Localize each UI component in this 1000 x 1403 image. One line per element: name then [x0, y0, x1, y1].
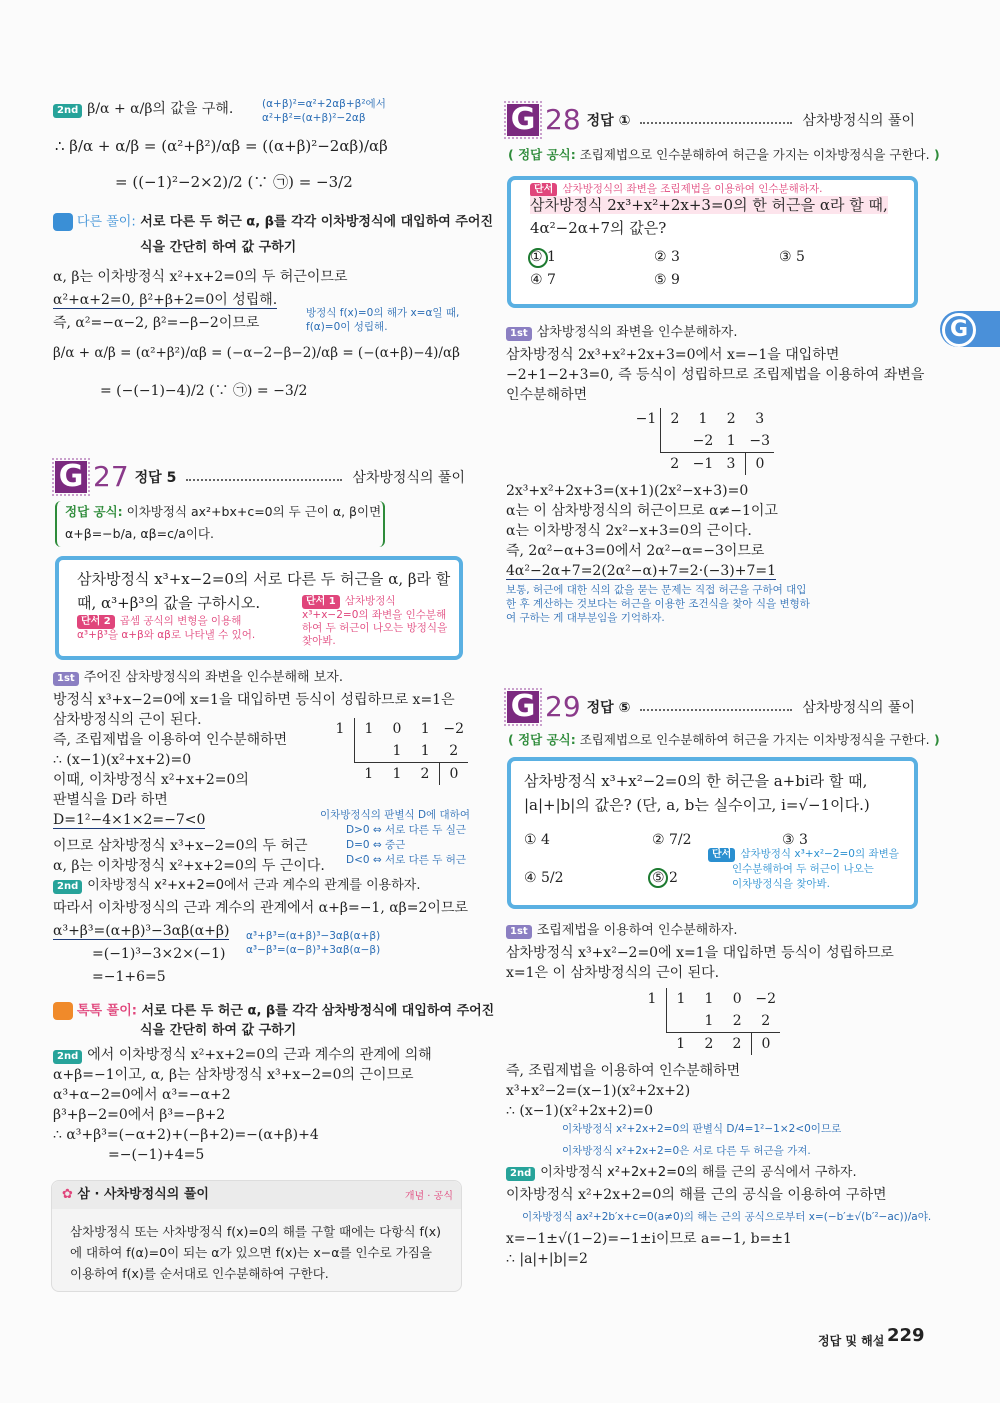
topic: 삼차방정식의 풀이	[352, 469, 465, 486]
tip-tag: 개념 · 공식	[404, 1191, 453, 1202]
cell: 1	[667, 988, 696, 1010]
hint-text: 삼차방정식 x³+x²−2=0의 좌변을	[740, 848, 899, 860]
cell: −2	[692, 433, 714, 449]
footer-label: 정답 및 해설	[818, 1334, 885, 1348]
cell: 1	[392, 743, 402, 759]
note-line: 보통, 허근에 대한 식의 값을 묻는 문제는 직접 허근을 구하여 대입	[506, 584, 807, 596]
concept-tip-box	[51, 1180, 462, 1292]
math-line: α³+β³=(α+β)³−3αβ(α+β)	[53, 923, 230, 939]
step-badge: 2nd	[53, 880, 82, 894]
tip-title-text: 삼 · 사차방정식의 풀이	[77, 1187, 209, 1202]
cell: −2	[755, 991, 777, 1007]
step-badge: 2nd	[53, 1050, 82, 1064]
cell: 2	[726, 411, 736, 427]
math-line: 따라서 이차방정식의 근과 계수의 관계에서 α+β=−1, αβ=2이므로	[53, 900, 468, 916]
math-line: 2x³+x²+2x+3=(x+1)(2x²−x+3)=0	[506, 483, 749, 499]
math-line: 4α²−2α+7=2(2α²−α)+7=2·(−3)+7=1	[506, 563, 776, 579]
tok-icon	[53, 1002, 73, 1020]
problem-29-header	[507, 690, 915, 723]
step-badge: 2nd	[506, 1167, 535, 1181]
step-1st-heading	[53, 669, 343, 687]
cell: 3	[717, 453, 746, 476]
math-line: β³+β−2=0에서 β³=−β+2	[53, 1107, 226, 1123]
chapter-g-icon: G	[942, 313, 976, 347]
dice-icon	[53, 213, 73, 231]
problem-text: 삼차방정식 2x³+x²+2x+3=0의 한 허근을 α라 할 때,	[530, 196, 888, 214]
cell: 0	[752, 1033, 781, 1056]
problem-number: 27	[93, 460, 129, 493]
math-line: x=−1±√(1−2)=−1±i이므로 a=−1, b=±1	[506, 1231, 792, 1247]
cell: 0	[746, 453, 775, 476]
math-line: 즉, 조립제법을 이용하여 인수분해하면	[53, 732, 288, 748]
step-badge: 1st	[506, 327, 532, 341]
math-line: α²+α+2=0, β²+β+2=0이 성립해.	[53, 292, 278, 308]
cell: 2	[661, 453, 690, 476]
math-line: 인수분해하면	[506, 387, 588, 403]
topic: 삼차방정식의 풀이	[802, 699, 915, 716]
math-line: = (−(−1)−4)/2 (∵ ㉠) = −3/2	[100, 383, 308, 399]
cell: 1	[704, 991, 714, 1007]
section-g-badge: G	[55, 461, 87, 493]
math-line: α는 이 삼차방정식의 허근이므로 α≠−1이고	[506, 503, 778, 519]
formula-label: 정답 공식:	[518, 147, 576, 162]
problem-number: 29	[545, 690, 581, 723]
cell: 1	[667, 1033, 696, 1056]
math-line: ∴ α³+β³=(−α+2)+(−β+2)=−(α+β)+4	[53, 1127, 319, 1143]
tip-body	[70, 1221, 441, 1284]
topic: 삼차방정식의 풀이	[802, 112, 915, 129]
math-line: x³+x²−2=(x−1)(x²+2x+2)	[506, 1083, 691, 1099]
step-title: 이차방정식 x²+2x+2=0의 해를 근의 공식에서 구하자.	[540, 1165, 857, 1180]
leader-dots	[186, 479, 342, 481]
note-line: 한 후 계산하는 것보다는 허근을 이용한 조건식을 찾아 식을 변형하	[506, 598, 810, 610]
cube-identity-note	[246, 929, 380, 957]
math-line: α, β는 이차방정식 x²+x+2=0의 두 허근이므로	[53, 269, 348, 285]
cell: 1	[704, 1013, 714, 1029]
math-line: α, β는 이차방정식 x²+x+2=0의 두 근이다.	[53, 858, 325, 874]
problem-text: 삼차방정식 x³+x−2=0의 서로 다른 두 허근을 α, β라 할	[77, 570, 451, 588]
hint-text: 삼차방정식 x³+x−2=0의 좌변을 인수분	[302, 595, 437, 621]
hint-badge: 단서 2	[77, 615, 115, 629]
math-line: 이차방정식 x²+2x+2=0의 해를 근의 공식을 이용하여 구하면	[506, 1187, 887, 1203]
synthetic-division-28	[632, 408, 774, 475]
math-line: 방정식 x³+x−2=0에 x=1을 대입하면 등식이 성립하므로 x=1은	[53, 692, 455, 708]
answer: 정답 5	[134, 469, 177, 486]
math-line: 즉, 조립제법을 이용하여 인수분해하면	[506, 1063, 741, 1079]
problem-text: 삼차방정식 x³+x²−2=0의 한 허근을 a+bi라 할 때,	[524, 772, 868, 790]
choice[interactable]: ③ 5	[779, 249, 805, 265]
divisor: 1	[647, 991, 657, 1007]
math-line: x=1은 이 삼차방정식의 근이 된다.	[506, 965, 720, 981]
divisor: −1	[635, 411, 657, 427]
note-line: 여 구하는 게 대부분임을 기억하자.	[506, 612, 665, 624]
cell: 2	[449, 743, 459, 759]
formula-text: α+β=−b/a, αβ=c/a이다.	[65, 526, 214, 541]
synthetic-division-27	[326, 718, 468, 785]
divisor: 1	[335, 721, 345, 737]
cell: 1	[420, 721, 430, 737]
cell	[355, 740, 384, 763]
step-title: 조립제법을 이용하여 인수분해하자.	[536, 923, 738, 938]
hint-badge: 단서	[530, 183, 557, 197]
alt-title: 식을 간단히 하여 값 구하기	[140, 240, 297, 255]
math-line: D=1²−4×1×2=−7<0	[53, 812, 206, 828]
problem-number: 28	[545, 103, 581, 136]
problem-28-header	[507, 103, 915, 136]
cell: 0	[392, 721, 402, 737]
chapter-tab[interactable]	[940, 311, 1000, 347]
choice[interactable]: ① 1	[530, 249, 556, 265]
cell: 2	[732, 1013, 742, 1029]
answer-formula: ( 정답 공식: 조립제법으로 인수분해하여 허근을 가지는 이차방정식을 구한다. )	[508, 147, 940, 162]
math-line: 삼차방정식의 근이 된다.	[53, 712, 202, 728]
step-title: 이차방정식 x²+x+2=0에서 근과 계수의 관계를 이용하자.	[87, 878, 421, 893]
math-line: α³+α−2=0에서 α³=−α+2	[53, 1087, 231, 1103]
note-line: 이차방정식 x²+2x+2=0은 서로 다른 두 허근을 가져.	[562, 1145, 811, 1157]
tok-title: 서로 다른 두 허근 α, β를 각각 삼차방정식에 대입하여 주어진	[141, 1003, 495, 1019]
formula-label: 정답 공식:	[65, 504, 123, 519]
cell: 0	[732, 991, 742, 1007]
math-line: ∴ (x−1)(x²+2x+2)=0	[506, 1103, 654, 1119]
math-line: 삼차방정식 2x³+x²+2x+3=0에서 x=−1을 대입하면	[506, 347, 840, 363]
step-2nd-heading	[53, 100, 233, 118]
choice[interactable]: ⑤ 2	[652, 870, 678, 886]
cell: −2	[443, 721, 465, 737]
math-line: =−1+6=5	[92, 969, 166, 985]
cell: 1	[355, 763, 384, 786]
answer: 정답 ⑤	[586, 699, 631, 716]
cell: 3	[755, 411, 765, 427]
answer: 정답 ①	[586, 112, 631, 129]
cell: 1	[420, 743, 430, 759]
hint-badge: 단서 1	[302, 595, 340, 609]
note-line: D<0 ⇔ 서로 다른 두 허근	[346, 854, 467, 866]
step-2nd-heading	[506, 1164, 857, 1182]
cell: 2	[761, 1013, 771, 1029]
tok-solution-heading	[53, 1002, 494, 1021]
choice[interactable]: ④ 7	[530, 272, 556, 288]
cell	[661, 430, 690, 453]
hint-text: α³+β³을 α+β와 αβ로 나타낼 수 있어.	[77, 629, 256, 641]
step-badge: 1st	[506, 925, 532, 939]
step-title: 주어진 삼차방정식의 좌변을 인수분해해 보자.	[83, 670, 343, 685]
alt-title: 서로 다른 두 허근 α, β를 각각 이차방정식에 대입하여 주어진	[140, 214, 494, 230]
note-line: α³−β³=(α−β)³+3αβ(α−β)	[246, 944, 381, 956]
cell: 2	[661, 408, 690, 430]
hint-text: 삼차방정식의 좌변을 조립제법을 이용하여 인수분해하자.	[562, 183, 823, 195]
problem-27-header	[55, 460, 465, 493]
note-line: D>0 ⇔ 서로 다른 두 실근	[346, 824, 467, 836]
alt-label: 다른 풀이:	[77, 214, 136, 230]
cell: −1	[689, 453, 717, 476]
formula-text: 조립제법으로 인수분해하여 허근을 가지는 이차방정식을 구한다.	[579, 147, 930, 162]
tok-label: 톡톡 풀이:	[77, 1003, 137, 1019]
hint-text: 해하여 두 허근이 나오는 방정식을 찾아봐.	[302, 609, 448, 647]
note-line: D=0 ⇔ 중근	[346, 839, 406, 851]
cell: 2	[411, 763, 440, 786]
step-2nd-heading	[53, 877, 420, 895]
identity-note	[262, 97, 386, 125]
note-line: f(α)=0이 성립해.	[306, 321, 388, 333]
choice[interactable]: ⑤ 9	[654, 272, 680, 288]
choice[interactable]: ① 4	[524, 832, 550, 848]
choice[interactable]: ② 7/2	[652, 832, 692, 848]
root-note	[306, 306, 459, 334]
cell: 2	[723, 1033, 752, 1056]
discriminant-note	[320, 808, 470, 867]
note-line: α³+β³=(α+β)³−3αβ(α+β)	[246, 930, 381, 942]
step-title: β/α + α/β의 값을 구해.	[87, 101, 234, 117]
step-1st-heading	[506, 324, 737, 342]
choice[interactable]: ④ 5/2	[524, 870, 564, 886]
answer-formula	[55, 501, 385, 547]
tip-line: 에 대하여 f(α)=0이 되는 α가 있으면 f(x)는 x−α를 인수로 가짐을	[70, 1245, 432, 1260]
math-line: α는 이차방정식 2x²−x+3=0의 근이다.	[506, 523, 752, 539]
hint-text: 곱셈 공식의 변형을 이용해	[119, 615, 242, 627]
cell: 1	[355, 718, 384, 740]
math-line: β/α + α/β = (α²+β²)/αβ = (−α−2−β−2)/αβ = (−(α+β)−4)/αβ	[53, 345, 460, 361]
problem-text: |a|+|b|의 값은? (단, a, b는 실수이고, i=√−1이다.)	[524, 796, 870, 814]
math-line: 이므로 삼차방정식 x³+x−2=0의 두 허근	[53, 838, 308, 854]
choice[interactable]: ③ 3	[782, 832, 808, 848]
hint	[708, 847, 899, 892]
section-g-badge: G	[507, 104, 539, 136]
cell: 2	[695, 1033, 723, 1056]
tip-title	[62, 1186, 209, 1204]
math-line: = ((−1)²−2×2)/2 (∵ ㉠) = −3/2	[115, 173, 353, 191]
cell	[667, 1010, 696, 1033]
note-line: 이차방정식 ax²+2b′x+c=0(a≠0)의 해는 근의 공식으로부터 x=(−b′±√(b′²−ac))/a야.	[522, 1211, 932, 1223]
tok-title: 식을 간단히 하여 값 구하기	[140, 1023, 297, 1038]
problem-text: 때, α³+β³의 값을 구하시오.	[77, 594, 261, 612]
note-line: 이차방정식 x²+2x+2=0의 판별식 D/4=1²−1×2<0이므로	[562, 1123, 842, 1135]
hint-text: 인수분해하여 두 허근이 나오는	[732, 863, 874, 875]
formula-label: 정답 공식:	[518, 732, 576, 747]
formula-text: 조립제법으로 인수분해하여 허근을 가지는 이차방정식을 구한다.	[579, 732, 930, 747]
math-line: α+β=−1이고, α, β는 삼차방정식 x³+x−2=0의 근이므로	[53, 1067, 414, 1083]
flower-icon: ✿	[62, 1187, 78, 1202]
formula-text: 이차방정식 ax²+bx+c=0의 두 근이 α, β이면	[126, 504, 382, 519]
tip-note	[506, 583, 810, 625]
hint-2	[77, 615, 292, 642]
cell: 0	[440, 763, 469, 786]
step-title: 삼차방정식의 좌변을 인수분해하자.	[536, 325, 738, 340]
note-line: 이차방정식의 판별식 D에 대하여	[320, 809, 470, 821]
page-number: 229	[887, 1325, 925, 1346]
answer-formula: ( 정답 공식: 조립제법으로 인수분해하여 허근을 가지는 이차방정식을 구한다. )	[508, 732, 940, 747]
synthetic-division-29	[638, 988, 780, 1055]
section-g-badge: G	[507, 691, 539, 723]
alt-solution-heading	[53, 213, 493, 232]
note-line: 방정식 f(x)=0의 해가 x=α일 때,	[306, 307, 460, 319]
note-line: α²+β²=(α+β)²−2αβ	[262, 112, 366, 124]
math-line: 에서 이차방정식 x²+x+2=0의 근과 계수의 관계에 의해	[87, 1047, 432, 1063]
hint-text: 이차방정식을 찾아봐.	[732, 878, 830, 890]
math-line: ∴ β/α + α/β = (α²+β²)/αβ = ((α+β)²−2αβ)/αβ	[55, 137, 388, 155]
cell: 1	[383, 763, 411, 786]
tip-line: 이용하여 f(x)를 순서대로 인수분해하여 구한다.	[70, 1266, 329, 1281]
math-line: ∴ |a|+|b|=2	[506, 1251, 588, 1267]
math-line: 즉, α²=−α−2, β²=−β−2이므로	[53, 315, 260, 331]
hint-1	[302, 595, 450, 648]
cell: 1	[698, 411, 708, 427]
leader-dots	[640, 709, 792, 711]
cell: −3	[749, 433, 771, 449]
math-line: −2+1−2+3=0, 즉 등식이 성립하므로 조립제법을 이용하여 좌변을	[506, 367, 925, 383]
hint-badge: 단서	[708, 848, 735, 862]
tip-line: 삼차방정식 또는 사차방정식 f(x)=0의 해를 구할 때에는 다항식 f(x)	[70, 1224, 442, 1239]
math-line: ∴ (x−1)(x²+x+2)=0	[53, 752, 192, 768]
math-line: =(−1)³−3×2×(−1)	[92, 946, 226, 962]
math-line: 판별식을 D라 하면	[53, 792, 168, 808]
note-line: (α+β)²=α²+2αβ+β²에서	[262, 98, 386, 110]
leader-dots	[640, 122, 792, 124]
math-line: 이때, 이차방정식 x²+x+2=0의	[53, 772, 249, 788]
step-badge: 1st	[53, 672, 79, 686]
math-line: =−(−1)+4=5	[108, 1147, 205, 1163]
cell: 1	[726, 433, 736, 449]
math-line: 즉, 2α²−α+3=0에서 2α²−α=−3이므로	[506, 543, 765, 559]
step-badge: 2nd	[53, 104, 82, 118]
problem-text: 4α²−2α+7의 값은?	[530, 219, 667, 237]
choice[interactable]: ② 3	[654, 249, 680, 265]
math-line: 삼차방정식 x³+x²−2=0에 x=1을 대입하면 등식이 성립하므로	[506, 945, 894, 961]
step-1st-heading	[506, 922, 737, 940]
